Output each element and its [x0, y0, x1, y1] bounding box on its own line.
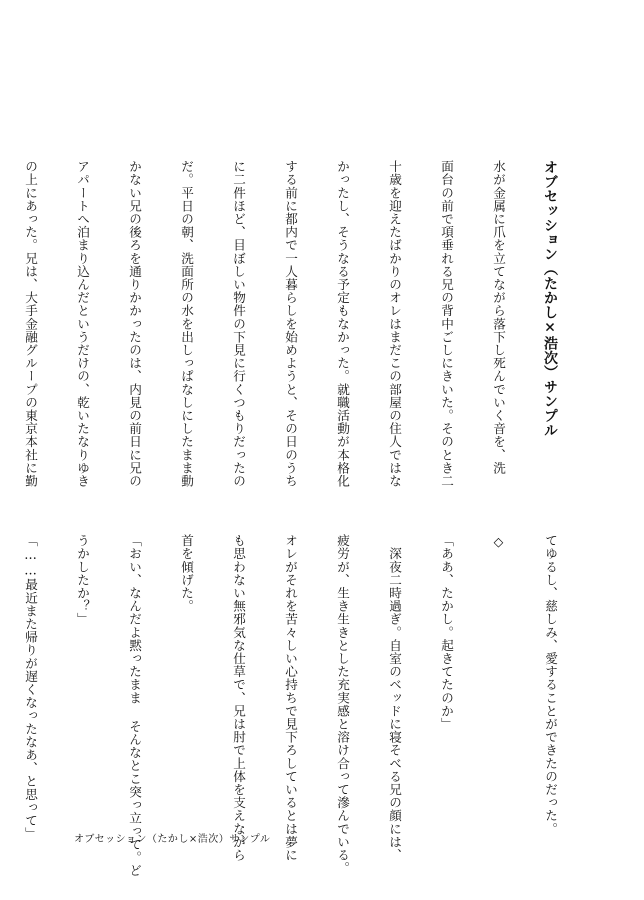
text-line: 「おい、なんだよ黙ったまま そんなとこ突っ立って。ど	[127, 534, 142, 877]
text-line: に二件ほど、目ぼしい物件の下見に行くつもりだったの	[231, 160, 246, 488]
text-line: も思わない無邪気な仕草で、兄は肘で上体を支えながら	[231, 534, 246, 862]
text-line: 「ああ、たかし。起きてたのか」	[439, 534, 454, 731]
text-line: てゆるし、慈しみ、愛することができたのだった。	[543, 534, 558, 836]
text-block-top	[0, 98, 589, 488]
text-line: 面台の前で項垂れる兄の背中ごしにきいた。そのとき二	[439, 160, 454, 488]
text-line: の上にあった。兄は、大手金融グループの東京本社に勤	[23, 160, 38, 488]
text-line: する前に都内で一人暮らしを始めようと、その日のうち	[283, 160, 298, 488]
text-line: オレがそれを苦々しい心持ちで見下ろしているとは夢に	[283, 534, 298, 862]
text-line: 疲労が、生き生きとした充実感と溶け合って滲んでいる。	[335, 534, 350, 875]
text-line: 深夜二時過ぎ。自室のベッドに寝そべる兄の顔には、	[387, 534, 402, 862]
text-line: かったし、そうなる予定もなかった。就職活動が本格化	[335, 160, 350, 488]
scene-break-diamond: ◇	[491, 534, 506, 550]
text-line: うかしたか？」	[75, 534, 90, 626]
text-line: かない兄の後ろを通りかかったのは、内見の前日に兄の	[127, 160, 142, 488]
page-title: オブセッション（たかし×浩次）サンプル	[542, 160, 558, 438]
text-line: 「……最近また帰りが遅くなったなあ、と思って」	[23, 534, 38, 841]
text-line: 十歳を迎えたばかりのオレはまだこの部屋の住人ではな	[387, 160, 402, 488]
text-line: アパートへ泊まり込んだというだけの、乾いたなりゆき	[75, 160, 90, 488]
text-line: だ。平日の朝、洗面所の水を出しっぱなしにしたまま動	[179, 160, 194, 488]
text-line: 水が金属に爪を立てながら落下し死んでいく音を、洗	[491, 160, 506, 475]
text-line: 首を傾げた。	[179, 534, 194, 613]
page-footer: オブセッション（たかし×浩次）サンプル	[74, 834, 271, 845]
